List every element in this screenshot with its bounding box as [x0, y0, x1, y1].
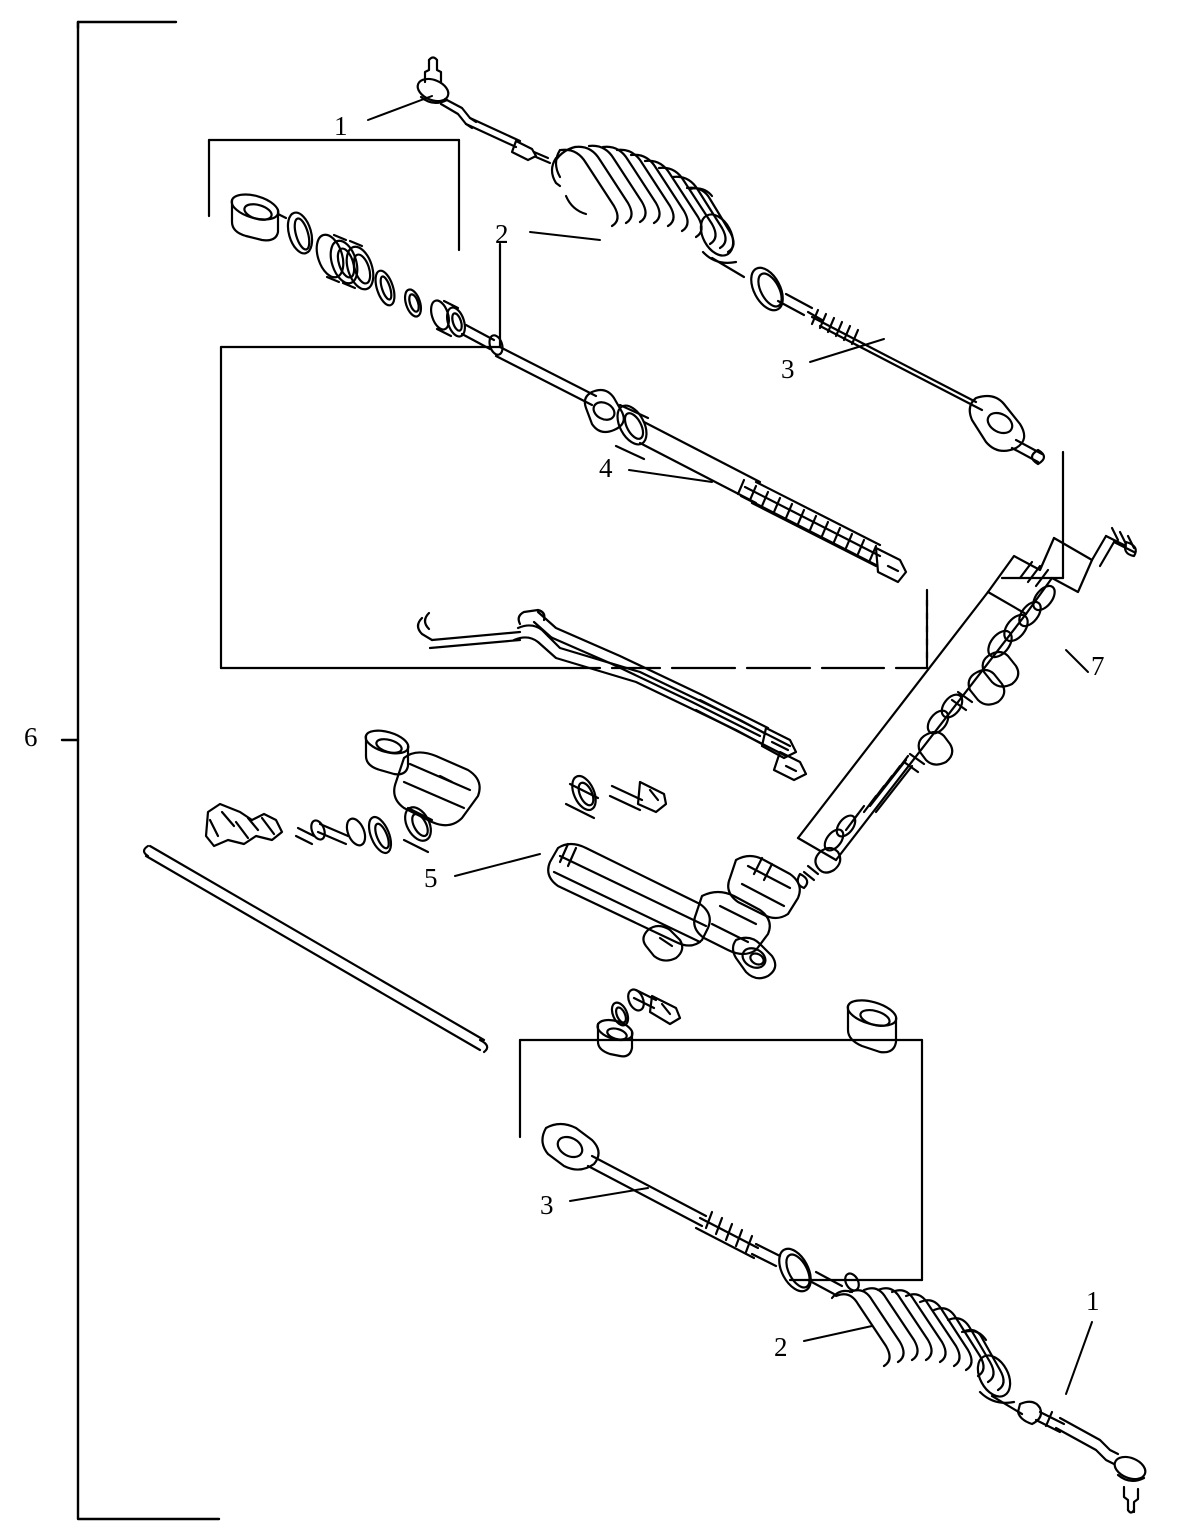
inner-tie-rod-right — [542, 1124, 861, 1296]
callout-1-right: 1 — [1086, 1286, 1100, 1316]
pinion-teeth — [864, 756, 912, 812]
rack-piston-shaft — [496, 347, 906, 582]
bellows-boot-right — [832, 1288, 1064, 1432]
assembly-bracket — [62, 22, 219, 1519]
rack-group-bracket — [221, 244, 927, 668]
boot-convolutions — [561, 146, 734, 252]
lower-right-group-bracket — [520, 1040, 922, 1280]
bellows-boot-left — [552, 146, 812, 316]
callout-1-left: 1 — [334, 111, 348, 141]
seal-and-bushing-kit-upper — [229, 190, 505, 357]
callout-3-right: 3 — [540, 1190, 554, 1220]
callout-leaders — [368, 96, 1092, 1394]
callout-4-rack: 4 — [599, 453, 613, 483]
inner-tie-rod-left — [808, 310, 1044, 464]
pressure-tube-assembly — [418, 610, 806, 780]
outer-tie-rod-left — [414, 58, 550, 164]
callout-2-right: 2 — [774, 1332, 788, 1362]
pinion-valve-assembly — [728, 528, 1136, 918]
callout-3-left: 3 — [781, 354, 795, 384]
threaded-section-right — [696, 1212, 758, 1258]
fastener-set-mid — [595, 987, 680, 1056]
threaded-section — [812, 310, 858, 344]
callout-5-cylinder: 5 — [424, 863, 438, 893]
callout-2-left: 2 — [495, 219, 509, 249]
callout-6-assembly: 6 — [24, 722, 38, 752]
mount-bushing-right — [845, 996, 899, 1053]
callout-7-pinion: 7 — [1091, 651, 1105, 681]
outer-tie-rod-right — [1056, 1418, 1149, 1513]
rack-teeth — [738, 480, 880, 565]
